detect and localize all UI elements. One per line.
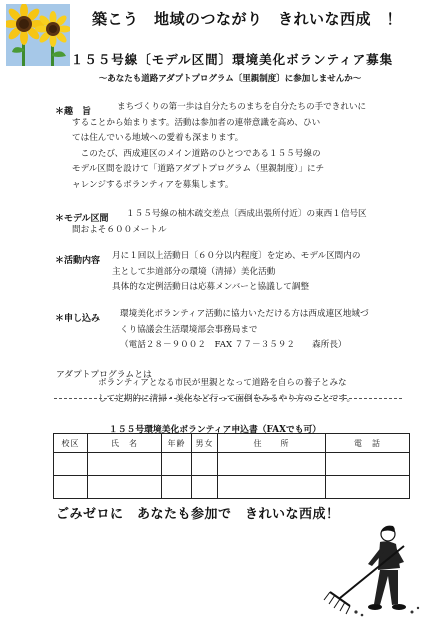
form-cell[interactable] (326, 476, 410, 499)
column-header: 男女 (192, 434, 218, 453)
model-section-label: ＊モデル区間 (55, 214, 109, 224)
column-header: 氏 名 (88, 434, 162, 453)
purpose-line: まちづくりの第一歩は自分たちのまちを自分たちの手できれいに (117, 102, 367, 112)
activity-label: ＊活動内容 (55, 256, 101, 266)
application-text (120, 307, 420, 354)
column-header: 住 所 (218, 434, 326, 453)
sweeper-icon (320, 520, 424, 618)
purpose-line: することから始まります。活動は参加者の連帯意識を高め、ひい (72, 117, 321, 128)
form-title: １５５号環境美化ボランティア申込書（FAXでも可） (108, 425, 322, 435)
column-header: 校区 (54, 434, 88, 453)
adopt-program-heading: アダプトプログラムとは (56, 370, 152, 380)
purpose-label: ＊趣 旨 (55, 107, 92, 117)
page-title: 築こう 地域のつながり きれいな西成 ！ (92, 10, 403, 28)
purpose-line: このたび、西成連区のメイン道路のひとつである１５５号線の (72, 148, 321, 159)
purpose-line: モデル区間を設けて「道路アダプトプログラム（里親制度）」にチ (72, 164, 325, 175)
sunflower-icon (6, 4, 70, 66)
form-cell[interactable] (192, 453, 218, 476)
application-form-table (53, 433, 410, 499)
table-row (54, 453, 410, 476)
activity-line: 具体的な定例活動日は応募メンバーと協議して調整 (112, 282, 310, 293)
activity-line: 主として歩道部分の環境（清掃）美化活動 (112, 266, 276, 277)
application-line: （電話２８－９００２ FAX ７７－３５９２ 森所長） (120, 340, 347, 351)
application-line: 環境美化ボランティア活動に協力いただける方は西成連区地域づ (120, 309, 369, 319)
form-cell[interactable] (88, 453, 162, 476)
purpose-line: ャレンジするボランティアを募集します。 (72, 179, 234, 190)
table-row (54, 476, 410, 499)
form-cell[interactable] (88, 476, 162, 499)
form-cell[interactable] (218, 476, 326, 499)
form-cell[interactable] (54, 476, 88, 499)
cut-line (54, 398, 402, 399)
page-tagline: 〜あなたも道路アダプトプログラム〔里親制度〕に参加しませんか〜 (98, 74, 362, 84)
adopt-program-line: して定期的に清掃・美化など行って面倒をみるやり方のことです。 (98, 393, 356, 404)
column-header: 電 話 (326, 434, 410, 453)
application-label: ＊申し込み (55, 314, 101, 324)
slogan: ごみゼロに あなたも参加で きれいな西成！ (56, 507, 340, 522)
form-cell[interactable] (192, 476, 218, 499)
form-cell[interactable] (162, 453, 192, 476)
adopt-program-text (98, 376, 418, 407)
column-header: 年齢 (162, 434, 192, 453)
page-subtitle: １５５号線〔モデル区間〕環境美化ボランティア募集 (70, 52, 394, 67)
activity-line: 月に１回以上活動日〔６０分以内程度〕を定め、モデル区間内の (112, 251, 361, 261)
form-header-row (54, 434, 410, 453)
purpose-line: ては住んでいる地域への愛着も深まります。 (72, 133, 244, 144)
model-section-line: 間およそ６００メートル (72, 224, 167, 235)
form-cell[interactable] (54, 453, 88, 476)
form-cell[interactable] (162, 476, 192, 499)
adopt-program-line: ボランティアとなる市民が里親となって道路を自らの養子とみな (98, 378, 347, 388)
model-section-line: １５５号線の柚木疏交差点〔西成出張所付近〕の東西１信号区 (126, 209, 367, 219)
application-line: くり協議会生活環境部会事務局まで (120, 324, 258, 335)
form-cell[interactable] (326, 453, 410, 476)
activity-text (112, 249, 417, 296)
form-cell[interactable] (218, 453, 326, 476)
